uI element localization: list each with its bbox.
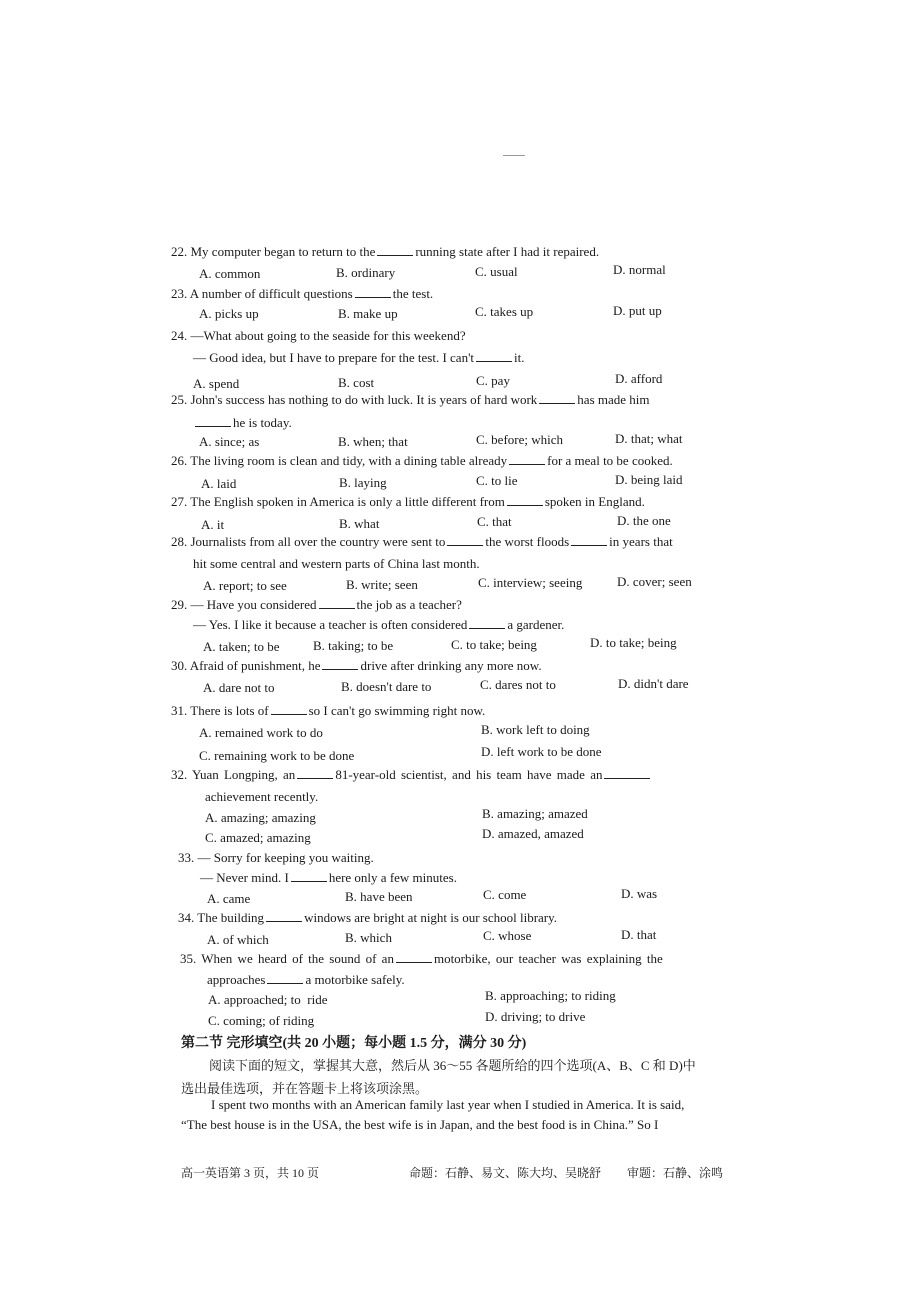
q25-stem-a: 25. John's success has nothing to do with luck. It is years of hard work [171,392,538,407]
q33-option-c: C. come [483,887,527,902]
q35-option-d: D. driving; to drive [485,1009,586,1024]
q35-option-b: B. approaching; to riding [485,988,616,1003]
q35-stem-d: a motorbike safely. [305,972,405,987]
top-scan-mark [503,155,525,156]
q28-stem-b: the worst floods [485,534,570,549]
answer-blank [571,535,607,546]
q27-option-a: A. it [201,517,225,532]
question-30 [171,658,542,674]
q25-option-d: D. that; what [615,431,683,446]
q33-reply-b: here only a few minutes. [328,870,457,885]
q22-option-a: A. common [199,266,261,281]
q31-option-a: A. remained work to do [199,725,323,740]
q22-option-d: D. normal [613,262,666,277]
answer-blank [604,768,650,779]
q24-option-b: B. cost [338,375,375,390]
q23-option-c: C. takes up [475,304,534,319]
q26-stem-b: for a meal to be cooked. [547,453,673,468]
answer-blank [396,952,432,963]
q28-option-a: A. report; to see [203,578,287,593]
q32-line-2: achievement recently. [205,789,319,804]
q29-line-2 [193,617,564,633]
section-title: 第二节 完形填空(共 20 小题；每小题 1.5 分，满分 30 分) [181,1036,527,1051]
question-26 [171,453,673,469]
q26-stem-a: 26. The living room is clean and tidy, with a dining table already [171,453,508,468]
answer-blank [447,535,483,546]
answer-blank [377,245,413,256]
q26-option-d: D. being laid [615,472,683,487]
q33-option-d: D. was [621,886,658,901]
q33-option-a: A. came [207,891,251,906]
q34-option-c: C. whose [483,928,532,943]
q28-option-c: C. interview; seeing [478,575,583,590]
answer-blank [319,598,355,609]
q26-option-a: A. laid [201,476,237,491]
answer-blank [322,659,358,670]
answer-blank [509,454,545,465]
reviewers: 审题：石静、涂鸣 [627,1166,724,1180]
q22-option-b: B. ordinary [336,265,396,280]
q27-option-b: B. what [339,516,380,531]
q24-option-d: D. afford [615,371,663,386]
q34-option-d: D. that [621,927,657,942]
q23-stem-b: the test. [392,286,434,301]
authors: 命题：石静、易文、陈大均、吴晓舒 [409,1166,602,1180]
q29-stem-b: the job as a teacher? [356,597,462,612]
q23-option-d: D. put up [613,303,662,318]
passage-line-1: I spent two months with an American family last year when I studied in America. It is said, [211,1097,685,1112]
q33-line-2 [200,870,457,886]
q27-stem-b: spoken in England. [544,494,645,509]
question-31 [171,703,485,719]
q29-option-a: A. taken; to be [203,639,280,654]
q35-option-c: C. coming; of riding [208,1013,315,1028]
section-instructions-2: 选出最佳选项，并在答题卡上将该项涂黑。 [181,1081,429,1096]
q25-option-b: B. when; that [338,434,408,449]
q30-option-c: C. dares not to [480,677,556,692]
q24-reply-a: — Good idea, but I have to prepare for the test. I can't [193,350,475,365]
q23-stem-a: 23. A number of difficult questions [171,286,353,301]
q35-line-2 [207,972,405,988]
q33-reply-a: — Never mind. I [200,870,289,885]
q25-stem-c: he is today. [233,415,292,430]
q22-stem-b: running state after I had it repaired. [415,244,600,259]
q27-option-c: C. that [477,514,512,529]
q24-option-c: C. pay [476,373,510,388]
q31-stem-b: so I can't go swimming right now. [308,703,486,718]
q29-option-d: D. to take; being [590,635,677,650]
question-33: 33. — Sorry for keeping you waiting. [178,850,374,865]
q28-option-d: D. cover; seen [617,574,692,589]
question-27 [171,494,645,510]
q32-stem-a: 32. Yuan Longping, an [171,767,296,782]
question-24: 24. —What about going to the seaside for this weekend? [171,328,466,343]
question-35 [180,951,663,967]
q35-stem-c: approaches [207,972,266,987]
answer-blank [476,351,512,362]
question-22 [171,244,599,260]
q24-reply-b: it. [514,350,525,365]
q29-stem-a: 29. — Have you considered [171,597,317,612]
q28-line-2: hit some central and western parts of China last month. [193,556,480,571]
q35-option-a: A. approached; to ride [208,992,328,1007]
q31-stem-a: 31. There is lots of [171,703,269,718]
q34-option-a: A. of which [207,932,269,947]
q28-stem-c: in years that [609,534,673,549]
q30-option-a: A. dare not to [203,680,275,695]
question-34 [178,910,557,926]
q25-option-a: A. since; as [199,434,260,449]
q33-option-b: B. have been [345,889,413,904]
question-32 [171,767,652,783]
q31-option-b: B. work left to doing [481,722,590,737]
answer-blank [195,416,231,427]
q34-stem-b: windows are bright at night is our school library. [304,910,558,925]
q34-stem-a: 34. The building [178,910,265,925]
section-instructions-1: 阅读下面的短文，掌握其大意，然后从 36～55 各题所给的四个选项(A、B、C 和 D)中 [209,1058,696,1073]
answer-blank [271,704,307,715]
q28-option-b: B. write; seen [346,577,418,592]
q32-stem-b: 81-year-old scientist, and his team have made an [335,767,603,782]
q24-option-a: A. spend [193,376,240,391]
answer-blank [507,495,543,506]
q22-option-c: C. usual [475,264,518,279]
q25-option-c: C. before; which [476,432,564,447]
q32-option-d: D. amazed, amazed [482,826,584,841]
q26-option-c: C. to lie [476,473,518,488]
q30-stem-a: 30. Afraid of punishment, he [171,658,321,673]
question-25 [171,392,650,408]
q31-option-c: C. remaining work to be done [199,748,355,763]
q35-stem-a: 35. When we heard of the sound of an [180,951,394,966]
q30-option-d: D. didn't dare [618,676,689,691]
q22-stem-a: 22. My computer began to return to the [171,244,376,259]
question-23 [171,286,433,302]
q29-option-c: C. to take; being [451,637,537,652]
q28-stem-a: 28. Journalists from all over the country were sent to [171,534,446,549]
q30-stem-b: drive after drinking any more now. [360,658,542,673]
q32-option-b: B. amazing; amazed [482,806,588,821]
answer-blank [266,911,302,922]
answer-blank [297,768,333,779]
answer-blank [539,393,575,404]
q25-stem-b: has made him [577,392,650,407]
answer-blank [291,871,327,882]
q24-line-2 [193,350,525,366]
q23-option-b: B. make up [338,306,398,321]
q32-option-c: C. amazed; amazing [205,830,311,845]
q35-stem-b: motorbike, our teacher was explaining the [433,951,663,966]
q27-option-d: D. the one [617,513,671,528]
q29-option-b: B. taking; to be [313,638,394,653]
q34-option-b: B. which [345,930,392,945]
q31-option-d: D. left work to be done [481,744,602,759]
q30-option-b: B. doesn't dare to [341,679,432,694]
page-number: 高一英语第 3 页，共 10 页 [181,1166,320,1180]
answer-blank [267,973,303,984]
question-28 [171,534,673,550]
q23-option-a: A. picks up [199,306,259,321]
q29-reply-a: — Yes. I like it because a teacher is often considered [193,617,468,632]
q29-reply-b: a gardener. [507,617,565,632]
answer-blank [469,618,505,629]
answer-blank [355,287,391,298]
question-29 [171,597,462,613]
q32-option-a: A. amazing; amazing [205,810,316,825]
passage-line-2: “The best house is in the USA, the best wife is in Japan, and the best food is in China.” So I [181,1117,659,1132]
q26-option-b: B. laying [339,475,387,490]
q27-stem-a: 27. The English spoken in America is only a little different from [171,494,505,509]
q25-line-2 [193,415,292,431]
